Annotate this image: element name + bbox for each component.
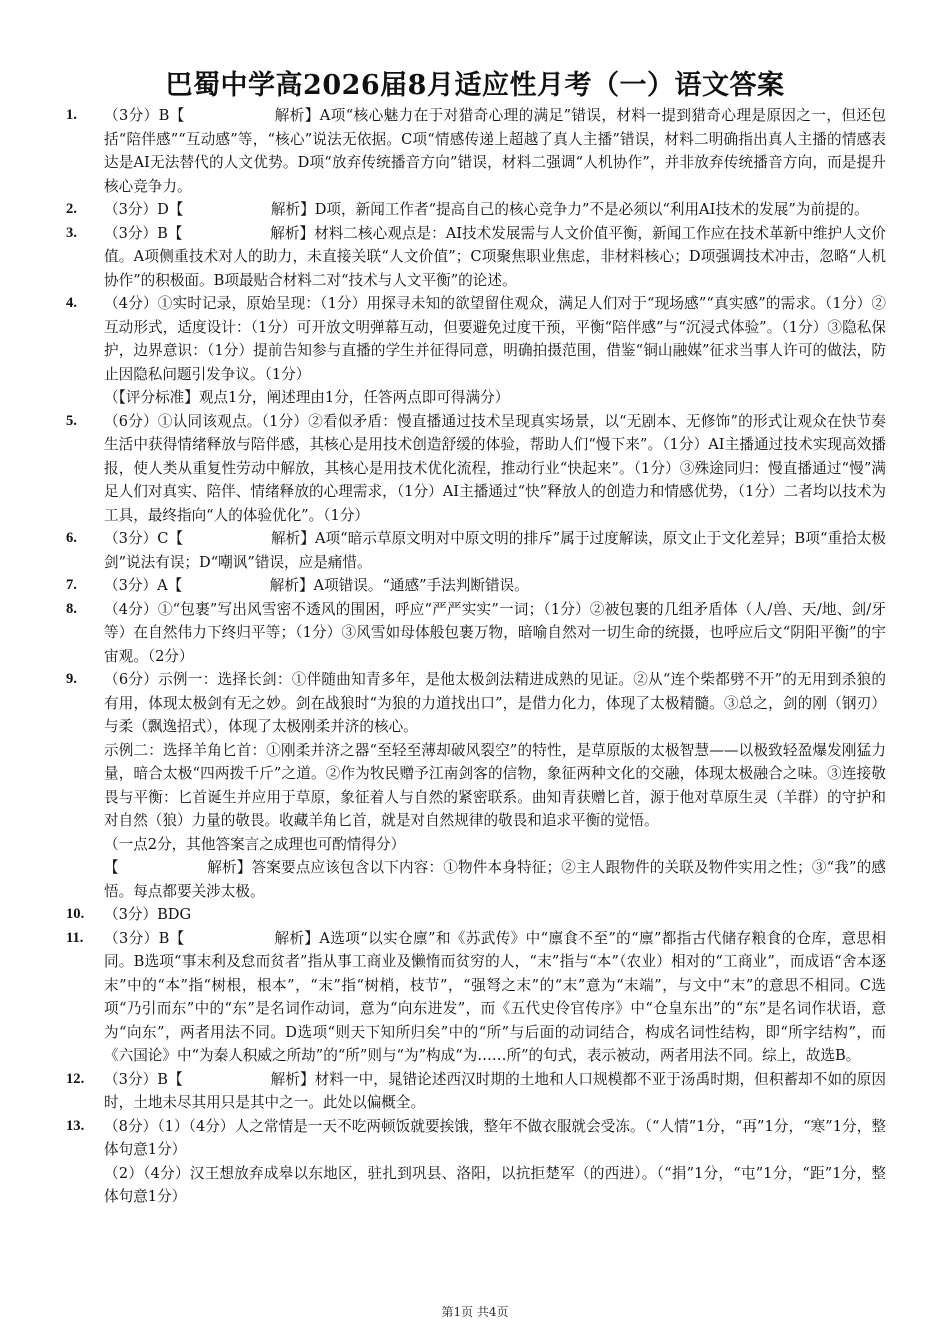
answer-list (66, 104, 886, 1209)
answer-number: 11. (66, 929, 84, 946)
answer-number: 9. (66, 671, 77, 687)
answer-number: 12. (66, 1070, 85, 1087)
answer-text: （8分）（1）（4分）人之常情是一天不吃两顿饭就要挨饿，整年不做衣服就会受冻。（“人情”1分，“再”1分，“寒”1分，整体句意1分） (104, 1117, 886, 1158)
page-footer: 第1页 共4页 (441, 1305, 509, 1319)
answer-text: （2）（4分）汉王想放弃成皋以东地区，驻扎到巩县、洛阳，以抗拒楚军（的西进）。（“捐”1分，“屯”1分，“距”1分，整体句意1分） (104, 1164, 886, 1205)
answer-number: 6. (66, 530, 77, 546)
answer-text: （6分）①认同该观点。（1分）②看似矛盾：慢直播通过技术呈现真实场景，以“无剧本、无修饰”的形式让观众在快节奏生活中获得情绪释放与陪伴感，其核心是用技术创造舒缓的体验，帮助人们“慢下来”。（1分）AI主播通过技术实现高效播报，使人类从重复性劳动中解放，其核心是用技术优化流程，推动行业“快起来”。（1分）③殊途同归：慢直播通过“慢”满足人们对真实、陪伴、情绪释放的心理需求，（1分）AI主播通过“快”释放人的创造力和情感优势，（1分）二者均以技术为工具，最终指向“人的体验优化”。（1分） (104, 412, 886, 524)
answer-text: （3分）BDG (104, 906, 192, 923)
answer-text: （3分）A【 解析】A项错误。“通感”手法判断错误。 (104, 577, 529, 594)
answer-item (66, 927, 886, 1068)
answer-number: 10. (66, 906, 85, 922)
answer-item (66, 1068, 886, 1115)
answer-item (66, 104, 886, 198)
answer-number: 5. (66, 412, 77, 429)
answer-item (66, 292, 886, 410)
answer-number: 2. (66, 201, 77, 217)
answer-item (66, 410, 886, 528)
answer-number: 7. (66, 577, 77, 593)
answer-text: 示例二：选择羊角匕首：①刚柔并济之器“至轻至薄却破风裂空”的特性，是草原版的太极智慧——以极致轻盈爆发刚猛力量，暗合太极“四两拨千斤”之道。②作为牧民赠予江南剑客的信物，象征两种文化的交融，体现太极融合之味。③连接敬畏与平衡：匕首诞生并应用于草原，象征着人与自然的紧密联系。曲知青获赠匕首，源于他对草原生灵（羊群）的守护和对自然（狼）力量的敬畏。收藏羊角匕首，就是对自然规律的敬畏和追求平衡的觉悟。 (104, 741, 886, 829)
answer-item (66, 198, 886, 222)
answer-number: 13. (66, 1117, 85, 1134)
answer-text: （4分）①实时记录，原始呈现：（1分）用探寻未知的欲望留住观众，满足人们对于“现场感”“真实感”的需求。（1分）②互动形式，适度设计：（1分）可开放文明弹幕互动，但要避免过度干预，平衡“陪伴感”与“沉浸式体验”。（1分）③隐私保护，边界意识：（1分）提前告知参与直播的学生并征得同意，明确拍摄范围，借鉴“铜山融媒”征求当事人许可的做法，防止因隐私问题引发争议。（1分） (104, 295, 886, 383)
answer-text: （3分）B【 解析】A选项“以实仓廪”和《苏武传》中“廪食不至”的“廪”都指古代储存粮食的仓库，意思相同。B选项“事末利及怠而贫者”指从事工商业及懒惰而贫穷的人，“末”指与“本”（农业）相对的“工商业”，而成语“舍本逐末”中的“本”指“树根，根本”，“末”指“树梢，枝节”，“强弩之末”的“末”意为“末端”，与文中“末”的意思不相同。C选项“乃引而东”中的“东”是名词作动词，意为“向东进发”，而《五代史伶官传序》中“仓皇东出”的“东”是名词作状语，意为“向东”，两者用法不同。D选项“则天下知所归矣”中的“所”与后面的动词结合，构成名词性结构，即“所字结构”，而《六国论》中“为秦人积威之所劫”的“所”则与“为”构成“为……所”的句式，表示被动，两者用法不同。综上，故选B。 (104, 929, 886, 1064)
answer-text: 【 解析】答案要点应该包含以下内容：①物件本身特征；②主人跟物件的关联及物件实用之性；③“我”的感悟。每点都要关涉太极。 (104, 859, 886, 900)
answer-item (66, 527, 886, 574)
answer-text: （6分）示例一：选择长剑：①伴随曲知青多年，是他太极剑法精进成熟的见证。②从“连个柴都劈不开”的无用到杀狼的有用，体现太极剑有无之妙。剑在战狼时“为狼的力道找出口”，是借力化力，体现了太极精髓。③总之，剑的刚（钢刃）与柔（飘逸招式），体现了太极刚柔并济的核心。 (104, 671, 886, 735)
answer-text: （【评分标准】观点1分，阐述理由1分，任答两点即可得满分） (104, 389, 510, 406)
answer-text: （3分）B【 解析】材料二核心观点是：AI技术发展需与人文价值平衡，新闻工作应在技术革新中维护人文价值。A项侧重技术对人的助力，未直接关联“人文价值”；C项聚焦职业焦虑，非材料核心；D项强调技术冲击，忽略“人机协作”的积极面。B项最贴合材料二对“技术与人文平衡”的论述。 (104, 224, 886, 289)
answer-number: 3. (66, 224, 77, 241)
answer-number: 1. (66, 107, 77, 123)
answer-item (66, 1115, 886, 1209)
page-title: 巴蜀中学高2026届8月适应性月考（一）语文答案 (165, 70, 785, 101)
answer-text: （4分）①“包裹”写出风雪密不透风的围困，呼应“严严实实”一词；（1分）②被包裹的几组矛盾体（人/兽、天/地、剑/牙等）在自然伟力下终归平等；（1分）③风雪如母体般包裹万物，暗喻自然对一切生命的统摄，也呼应后文“阴阳平衡”的宇宙观。（2分） (104, 600, 886, 665)
answer-text: （3分）B【 解析】材料一中，晁错论述西汉时期的土地和人口规模都不亚于汤禹时期，但积蓄却不如的原因时，土地未尽其用只是其中之一。此处以偏概全。 (104, 1070, 886, 1111)
answer-item (66, 222, 886, 293)
answer-number: 4. (66, 295, 77, 311)
answer-item (66, 668, 886, 903)
answer-text: （3分）B【 解析】A项“核心魅力在于对猎奇心理的满足”错误，材料一提到猎奇心理是原因之一，但还包括“陪伴感”“互动感”等，“核心”说法无依据。C项“情感传递上超越了真人主播”错误，材料二明确指出真人主播的情感表达是AI无法替代的人文优势。D项“放弃传统播音方向”错误，材料二强调“人机协作”，并非放弃传统播音方向，而是提升核心竞争力。 (104, 107, 886, 195)
answer-text: （3分）D【 解析】D项，新闻工作者“提高自己的核心竞争力”不是必须以“利用AI技术的发展”为前提的。 (104, 201, 869, 218)
answer-text: （一点2分，其他答案言之成理也可酌情得分） (104, 835, 406, 853)
answer-item (66, 574, 886, 598)
answer-item (66, 598, 886, 669)
answer-item (66, 903, 886, 927)
answer-number: 8. (66, 600, 77, 617)
answer-text: （3分）C【 解析】A项“暗示草原文明对中原文明的排斥”属于过度解读，原文止于文化差异；B项“重拾太极剑”说法有误；D“嘲讽”错误，应是痛惜。 (104, 530, 886, 571)
